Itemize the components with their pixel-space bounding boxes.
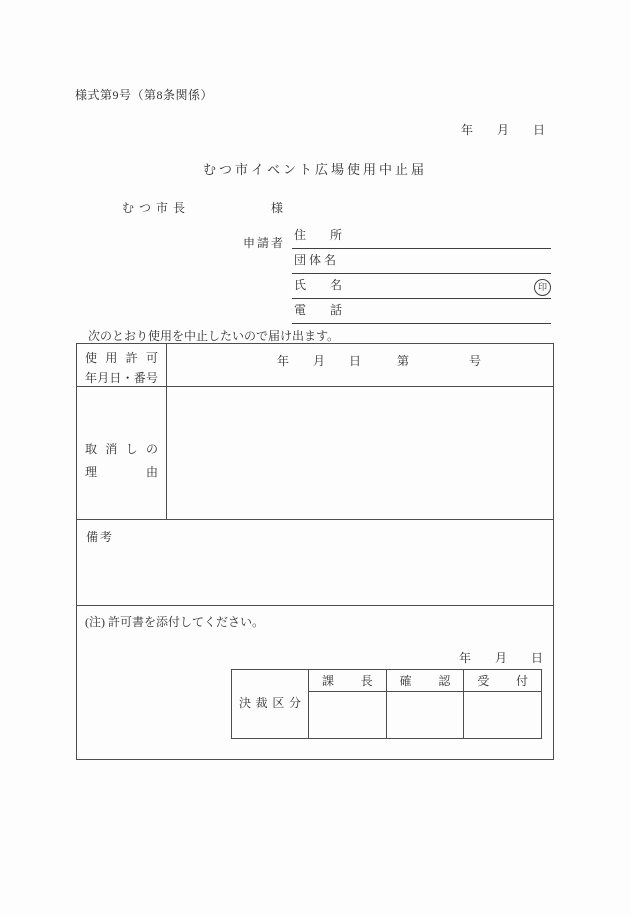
approval-header-kacho: 課長 bbox=[309, 670, 387, 691]
applicant-fields bbox=[292, 224, 551, 324]
page-title: むつ市イベント広場使用中止届 bbox=[202, 162, 427, 177]
remarks-row bbox=[77, 520, 553, 606]
seal-icon bbox=[534, 279, 551, 296]
seal-mark-text: 印 bbox=[537, 282, 547, 292]
cancel-reason-label bbox=[77, 387, 167, 519]
main-table bbox=[76, 343, 554, 760]
reason-label-line1: 取消しの bbox=[85, 442, 158, 456]
note-and-approval-row bbox=[77, 606, 553, 759]
permit-label-line1: 使用許可 bbox=[85, 351, 158, 365]
permit-label-line2: 年月日・番号 bbox=[85, 370, 158, 385]
approval-header-kakunin: 確認 bbox=[387, 670, 465, 691]
permit-row bbox=[77, 344, 553, 387]
approval-header-row bbox=[309, 670, 541, 692]
permit-value-cell: 年 月 日 第 号 bbox=[277, 354, 482, 368]
approval-cell-kacho bbox=[309, 692, 387, 738]
phone-field: 電 話 bbox=[292, 299, 551, 324]
date-line-top: 年 月 日 bbox=[460, 123, 545, 137]
applicant-label: 申請者 bbox=[243, 236, 286, 250]
approval-row-label: 決裁区分 bbox=[239, 696, 301, 711]
reason-label-line2: 理由 bbox=[85, 465, 158, 479]
remarks-label: 備考 bbox=[86, 530, 115, 544]
address-field: 住 所 bbox=[292, 224, 551, 249]
name-field: 氏 名 bbox=[292, 274, 551, 299]
approval-body-row bbox=[309, 692, 541, 738]
approval-columns bbox=[309, 670, 541, 738]
cancel-reason-row bbox=[77, 387, 553, 520]
form-number: 様式第9号（第8条関係） bbox=[75, 88, 214, 102]
approval-cell-kakunin bbox=[387, 692, 465, 738]
date-line-bottom: 年 月 日 bbox=[458, 651, 543, 665]
addressee-honorific: 様 bbox=[271, 201, 284, 215]
organization-field: 団 体 名 bbox=[292, 249, 551, 274]
intro-sentence: 次のとおり使用を中止したいので届け出ます。 bbox=[88, 329, 340, 343]
approval-row-label-cell bbox=[232, 670, 309, 738]
approval-header-uketsuke: 受付 bbox=[477, 674, 529, 688]
note-text: (注) 許可書を添付してください。 bbox=[85, 615, 264, 629]
approval-table bbox=[231, 669, 542, 739]
approval-cell-uketsuke bbox=[464, 692, 541, 738]
addressee: むつ市長 bbox=[122, 201, 191, 215]
permit-row-label bbox=[77, 344, 167, 386]
